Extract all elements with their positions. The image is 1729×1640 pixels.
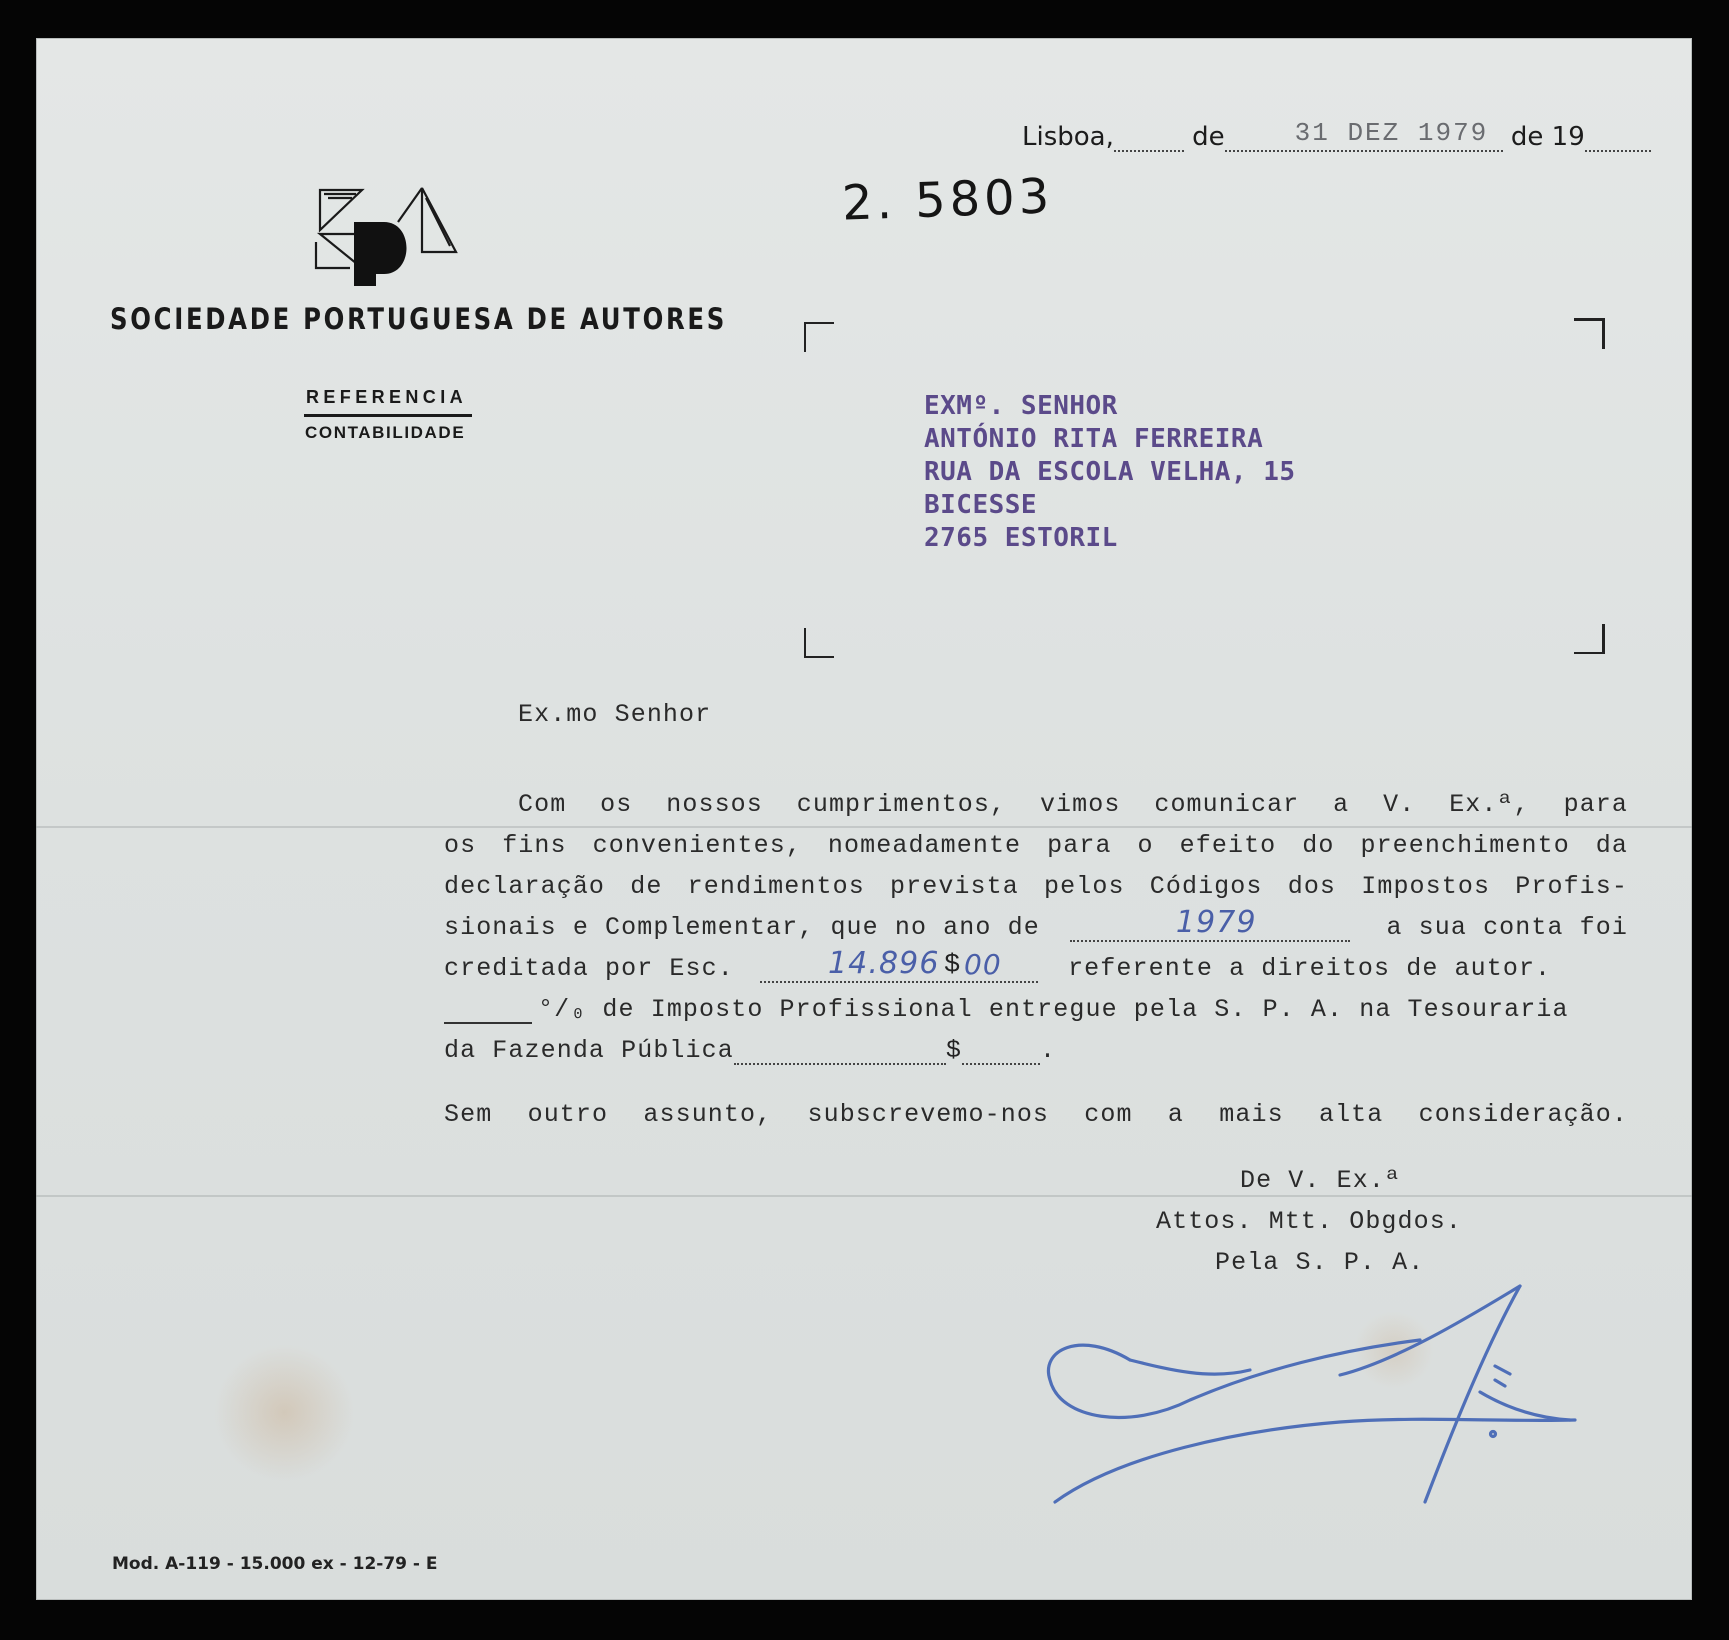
tax-blank	[734, 1039, 946, 1065]
window-corner-tr	[1574, 318, 1605, 349]
salutation: Ex.mo Senhor	[518, 700, 712, 729]
tax-currency-sign: $	[945, 1036, 962, 1065]
address-line-4: BICESSE	[924, 490, 1038, 520]
reference-label: REFERENCIA	[306, 387, 468, 407]
date-de-label: de	[1192, 122, 1225, 152]
date-year-blank	[1585, 126, 1651, 152]
address-line-5: 2765 ESTORIL	[924, 523, 1118, 553]
body-line-5-text: creditada por Esc.	[444, 954, 734, 983]
body-line-7	[444, 1036, 1056, 1065]
percent-blank	[444, 1000, 532, 1024]
amount-cents: 00	[963, 948, 1002, 981]
year-handwritten: 1979	[1175, 905, 1257, 940]
fold-line	[36, 826, 1692, 828]
window-corner-tl	[804, 322, 834, 352]
date-de19-label: de 19	[1510, 122, 1585, 152]
body-line-4-text: sionais e Complementar, que no ano de	[444, 913, 1040, 942]
body-line-6	[444, 995, 1628, 1024]
reference-divider	[304, 414, 472, 417]
signoff-line-1: De V. Ex.ª	[1240, 1166, 1402, 1195]
address-line-3: RUA DA ESCOLA VELHA, 15	[924, 457, 1296, 487]
window-corner-br	[1574, 624, 1605, 654]
recipient-address	[924, 390, 1296, 555]
amount-handwritten: 14.896	[827, 946, 940, 981]
body-line-4-end: a sua conta foi	[1386, 913, 1628, 942]
signoff-line-3: Pela S. P. A.	[1215, 1248, 1425, 1277]
window-corner-bl	[804, 628, 834, 658]
body-line-1: Com os nossos cumprimentos, vimos comunicar a V. Ex.ª, para	[518, 790, 1628, 819]
body-line-5	[444, 946, 1628, 983]
amount-blank	[760, 946, 1038, 983]
fold-line	[36, 1195, 1692, 1197]
body-line-2: os fins convenientes, nomeadamente para o efeito do preenchimento da	[444, 831, 1628, 860]
currency-sign: $	[943, 951, 962, 981]
body-line-7-text: da Fazenda Pública	[444, 1036, 734, 1065]
closing-line: Sem outro assunto, subscrevemo-nos com a mais alta consideração.	[444, 1100, 1628, 1129]
body-line-5-end: referente a direitos de autor.	[1068, 954, 1552, 983]
handwritten-reference: 2. 5803	[841, 168, 1055, 232]
form-code: Mod. A-119 - 15.000 ex - 12-79 - E	[112, 1554, 438, 1574]
address-line-2: ANTÓNIO RITA FERREIRA	[924, 424, 1264, 454]
date-stamp: 31 DEZ 1979	[1294, 118, 1489, 148]
address-line-1: EXMº. SENHOR	[924, 391, 1118, 421]
organization-name: SOCIEDADE PORTUGUESA DE AUTORES	[110, 302, 727, 336]
signature	[1040, 1270, 1600, 1520]
body-line-4	[444, 905, 1628, 942]
body-line-3: declaração de rendimentos prevista pelos Códigos dos Impostos Profis-	[444, 872, 1628, 901]
tax-cents-blank	[962, 1039, 1040, 1065]
date-line	[1022, 118, 1651, 152]
year-blank	[1070, 905, 1350, 942]
body-line-6-text: °/₀ de Imposto Profissional entregue pela S. P. A. na Tesouraria	[538, 995, 1569, 1024]
reference-department: CONTABILIDADE	[305, 423, 466, 442]
date-day-blank	[1114, 126, 1184, 152]
spa-logo	[310, 182, 460, 286]
spa-logo-mark	[310, 182, 460, 286]
date-city: Lisboa,	[1022, 122, 1114, 152]
date-month-blank	[1225, 118, 1503, 152]
body-line-7-end: .	[1039, 1036, 1057, 1065]
signoff-line-2: Attos. Mtt. Obgdos.	[1156, 1207, 1462, 1236]
